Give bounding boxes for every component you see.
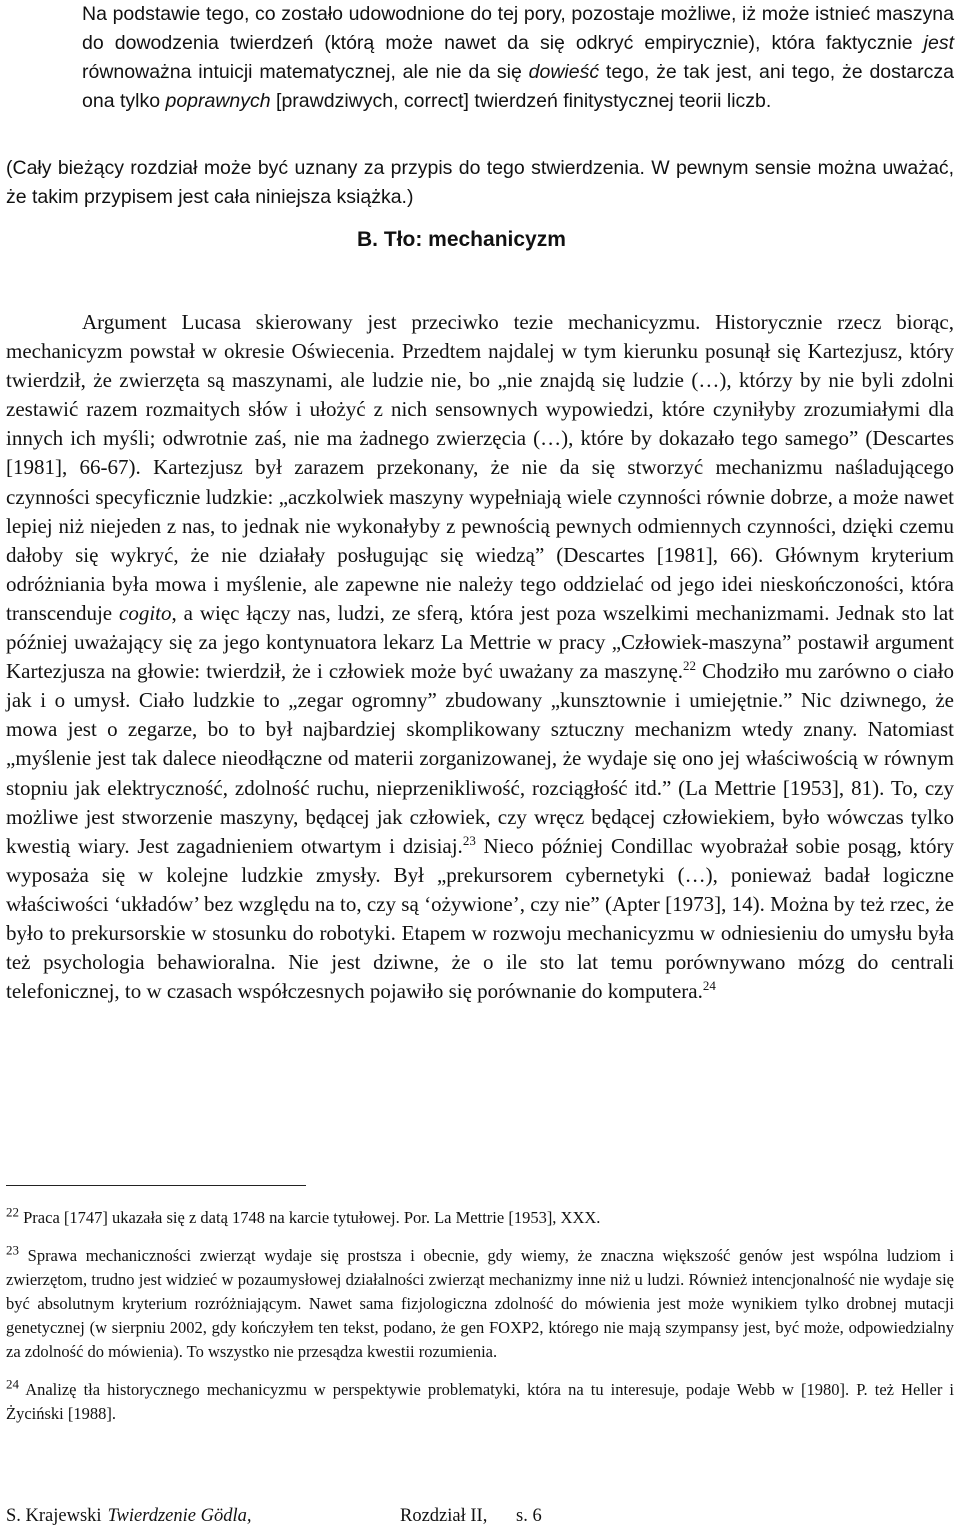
footnote-ref-24[interactable]: 24 <box>702 978 716 994</box>
emphasis: jest <box>923 32 954 54</box>
footnotes <box>6 1206 954 1426</box>
footnote-divider <box>6 1185 306 1186</box>
emphasis: dowieść <box>528 61 600 83</box>
footer-section: Rozdział II, <box>400 1506 488 1526</box>
text-run: [prawdziwych, correct] twierdzeń finitystycznej teorii liczb. <box>270 90 772 112</box>
footer-author: S. Krajewski <box>6 1506 102 1526</box>
body-paragraph <box>6 308 954 1006</box>
text-run: , a więc łączy nas, ludzi, ze sferą, która jest poza wszelkimi mechanizmami. Jednak sto lat później uważający się za jego kontynuatora lekarz La Mettrie w pracy „Człowiek-maszyna” postawił argument Kartezjusza na głowie: twierdził, że i człowiek może być uważany za maszynę. <box>6 600 954 684</box>
section-heading: B. Tło: mechanicyzm <box>357 228 566 251</box>
footnote-22 <box>6 1206 954 1230</box>
paragraph-intro <box>82 0 954 116</box>
paragraph-remark: (Cały bieżący rozdział może być uznany za przypis do tego stwierdzenia. W pewnym sensie można uważać, że takim przypisem jest cała niniejsza książka.) <box>6 157 954 208</box>
text-run: Nieco później Condillac wyobrażał sobie posąg, który wyposaża się w kolejne ludzkie zmysły. Był „prekursorem cybernetyki (…), ponieważ badał logiczne właściwości ‘układów’ bez względu na to, czy są ‘ożywione’, czy nie” (Apter [1973], 14). Można by też rzec, że było to prekursorskie w stosunku do robotyki. Etapem w rozwoju mechanicyzmu w odniesieniu do umysłu była też psychologia behawioralna. Nie jest dziwne, że o ile sto lat temu porównywano mózg do centrali telefonicznej, to w czasach współczesnych pojawiło się porównanie do komputera. <box>6 833 954 1004</box>
footnote-number: 23 <box>6 1242 19 1258</box>
emphasis: poprawnych <box>165 90 271 112</box>
page-footer <box>6 1504 542 1528</box>
text-run: równoważna intuicji matematycznej, ale nie da się <box>82 61 529 83</box>
page-number: s. 6 <box>516 1506 542 1526</box>
emphasis: cogito <box>119 600 172 625</box>
footnote-23 <box>6 1244 954 1364</box>
footnote-number: 24 <box>6 1376 19 1392</box>
footnote-24 <box>6 1378 954 1426</box>
footnote-ref-23[interactable]: 23 <box>462 832 476 848</box>
footnote-ref-22[interactable]: 22 <box>683 658 697 674</box>
text-run: Na podstawie tego, co zostało udowodnione do tej pory, pozostaje możliwe, iż może istnieć maszyna do dowodzenia twierdzeń (którą może nawet da się odkryć empirycznie), która faktycznie <box>82 3 954 54</box>
text-run: Argument Lucasa skierowany jest przeciwko tezie mechanicyzmu. Historycznie rzecz biorąc, mechanicyzm powstał w okresie Oświecenia. Przedtem najdalej w tym kierunku posunął się Kartezjusz, który twierdził, że zwierzęta są maszynami, ale ludzie nie, bo „nie znajdą się ludzie (…), którzy by nie byli zdolni zestawić razem rozmaitych słów i ułożyć z nich sensownych wypowiedzi, które czyniłyby zrozumiałymi dla innych ich myśli; odwrotnie zaś, nie ma żadnego zwierzęcia (…), które by dokazało tego samego” (Descartes [1981], 66-67). Kartezjusz był zarazem przekonany, że nie da się stworzyć mechanizmu naśladującego czynności specyficznie ludzkie: „aczkolwiek maszyny wypełniają wiele czynności równie dobrze, a może nawet lepiej niż niejeden z nas, to jednak nie wykonałyby z pewnością pewnych odmiennych czynności, dzięki czemu dałoby się wykryć, że nie działały posługując się wiedzą” (Descartes [1981], 66). Głównym kryterium odróżniania była mowa i myślenie, ale zapewne nie należy tego oddzielać od jego idei nieskończoności, która transcenduje <box>6 310 954 625</box>
text-run: tego, że tak jest, ani tego, że dostarcza ona tylko <box>82 61 954 112</box>
footnote-text: Analizę tła historycznego mechanicyzmu w perspektywie problematyki, która na tu interesuje, podaje Webb w [1980]. P. też Heller i Życiński [1988]. <box>6 1380 954 1423</box>
footnote-text: Praca [1747] ukazała się z datą 1748 na karcie tytułowej. Por. La Mettrie [1953], XXX. <box>23 1208 601 1227</box>
footnote-text: Sprawa mechaniczności zwierząt wydaje się prostsza i obecnie, gdy wiemy, że znaczna większość genów jest wspólna ludziom i zwierzętom, trudno jest widzieć w pozaumysłowej działalności zwierząt mechanizmy inne niż u ludzi. Również intencjonalność nie wydaje się być absolutnym kryterium rozróżniającym. Nawet sama fizjologiczna zdolność do mówienia jest może wynikiem tylko drobnej mutacji genetycznej (w sierpniu 2002, gdy kończyłem ten tekst, podano, że gen FOXP2, którego nie mają szympansy jest, być może, odpowiedzialny za zdolność do mówienia). To wszystko nie przesądza kwestii rozumienia. <box>6 1246 955 1361</box>
text-run: Chodziło mu zarówno o ciało jak i o umysł. Ciało ludzkie to „zegar ogromny” zbudowany „kunsztownie i umiejętnie.” Nic dziwnego, że mowa jest o zegarze, bo to był najbardziej skomplikowany sztuczny mechanizm wtedy znany. Natomiast „myślenie jest tak dalece nieodłączne od materii zorganizowanej, że wydaje się ono jej właściwością w równym stopniu jak elektryczność, zdolność ruchu, nieprzenikliwość, rozciągłość itd.” (La Mettrie [1953], 81). To, czy możliwe jest stworzenie maszyny, będącej jak człowiek, czy wręcz będącej człowiekiem, było wówczas tylko kwestią wiary. Jest zagadnieniem otwartym i dzisiaj. <box>6 659 954 858</box>
footnote-number: 22 <box>6 1204 19 1220</box>
footer-title: Twierdzenie Gödla, <box>107 1506 252 1526</box>
